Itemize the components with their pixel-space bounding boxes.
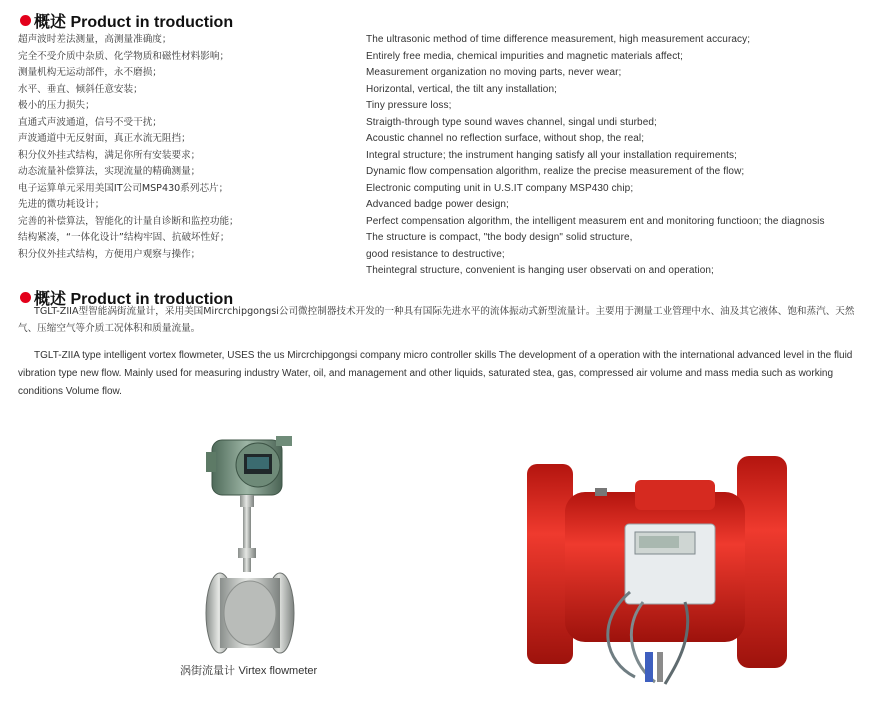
caption-en: Virtex flowmeter [238, 665, 318, 677]
feature-row [18, 197, 895, 214]
feature-en: Dynamic flow compensation algorithm, realize the precise measurement of the flow; [366, 166, 745, 177]
feature-row [18, 263, 895, 280]
section-heading-text: 概述 Product in troduction [34, 14, 234, 31]
feature-row [18, 181, 895, 198]
feature-zh: 积分仪外挂式结构，满足你所有安装要求； [18, 149, 201, 161]
feature-row [18, 247, 895, 264]
feature-list [18, 32, 895, 280]
feature-row [18, 131, 895, 148]
feature-en: Perfect compensation algorithm, the intelligent measurem ent and monitoring functioon; the diagnosis [366, 215, 825, 227]
feature-row [18, 49, 895, 66]
feature-zh: 完全不受介质中杂质、化学物质和磁性材料影响； [18, 50, 230, 62]
feature-row [18, 148, 895, 165]
feature-row [18, 82, 895, 99]
red-bullet-icon [20, 15, 31, 26]
feature-en: The structure is compact, "the body design" solid structure, [366, 232, 633, 243]
description-paragraph-en: TGLT-ZIIA type intelligent vortex flowmeter, USES the us Mircrchipgongsi company micro controller skills The development of a operation with the international advanced level in the fluid vibration type new flow. Mainly used for measuring industry Water, oil, and management and other liquids, saturated stea, gas, compressed air volume and mass media such as working conditions Volume flow. [18, 350, 853, 397]
section-heading-features [20, 9, 233, 32]
feature-en: Electronic computing unit in U.S.IT company MSP430 chip; [366, 182, 634, 194]
feature-en: Straigth-through type sound waves channel, singal undi sturbed; [366, 116, 657, 128]
feature-row [18, 164, 895, 181]
red-bullet-icon [20, 292, 31, 303]
feature-zh: 极小的压力损失； [18, 100, 95, 111]
section-heading-text: 概述 Product in troduction [34, 291, 234, 308]
feature-row [18, 214, 895, 231]
feature-zh: 先进的微功耗设计； [18, 199, 105, 210]
feature-en: good resistance to destructive; [366, 248, 505, 260]
feature-row [18, 230, 895, 247]
feature-zh: 完善的补偿算法，智能化的计量自诊断和监控功能； [18, 215, 239, 227]
feature-en: Entirely free media, chemical impurities and magnetic materials affect; [366, 50, 684, 62]
feature-en: Tiny pressure loss; [366, 100, 452, 111]
feature-zh: 直通式声波通道，信号不受干扰； [18, 116, 162, 128]
feature-zh: 积分仪外挂式结构，方便用户观察与操作； [18, 248, 201, 260]
feature-row [18, 32, 895, 49]
feature-zh: 测量机构无运动部件，永不磨损； [18, 67, 162, 78]
feature-zh: 声波通道中无反射面，真正水流无阻挡； [18, 133, 191, 144]
feature-en: Theintegral structure, convenient is hanging user observati on and operation; [366, 265, 714, 276]
feature-zh: 动态流量补偿算法，实现流量的精确测量； [18, 166, 201, 177]
caption-zh: 涡街流量计 [180, 664, 235, 677]
vortex-flowmeter-image [200, 430, 310, 655]
image-caption [180, 662, 317, 678]
feature-en: The ultrasonic method of time difference measurement, high measurement accuracy; [366, 34, 751, 45]
feature-zh: 超声波时差法测量，高测量准确度； [18, 34, 172, 45]
feature-row [18, 65, 895, 82]
feature-zh: 水平、垂直、倾斜任意安装； [18, 83, 143, 95]
feature-en: Measurement organization no moving parts, never wear; [366, 67, 622, 78]
feature-en: Horizontal, vertical, the tilt any installation; [366, 83, 557, 95]
feature-row [18, 115, 895, 132]
feature-en: Integral structure; the instrument hanging satisfy all your installation requirements; [366, 149, 738, 161]
ultrasonic-flowmeter-image [525, 452, 795, 692]
feature-zh: 结构紧凑，“一体化设计”结构牢固、抗破坏性好； [18, 232, 230, 243]
feature-en: Advanced badge power design; [366, 199, 509, 210]
feature-row [18, 98, 895, 115]
feature-zh: 电子运算单元采用美国IT公司MSP430系列芯片； [18, 182, 229, 194]
feature-en: Acoustic channel no reflection surface, without shop, the real; [366, 133, 645, 144]
description-paragraph-zh: TGLT-ZIIA型智能涡街流量计，采用美国Mircrchipgongsi公司微控制器技术开发的一种具有国际先进水平的流体振动式新型流量计。主要用于测量工业管理中水、油及其它液体、饱和蒸汽、天然气、压缩空气等介质工况体积和质量流量。 [18, 306, 855, 334]
